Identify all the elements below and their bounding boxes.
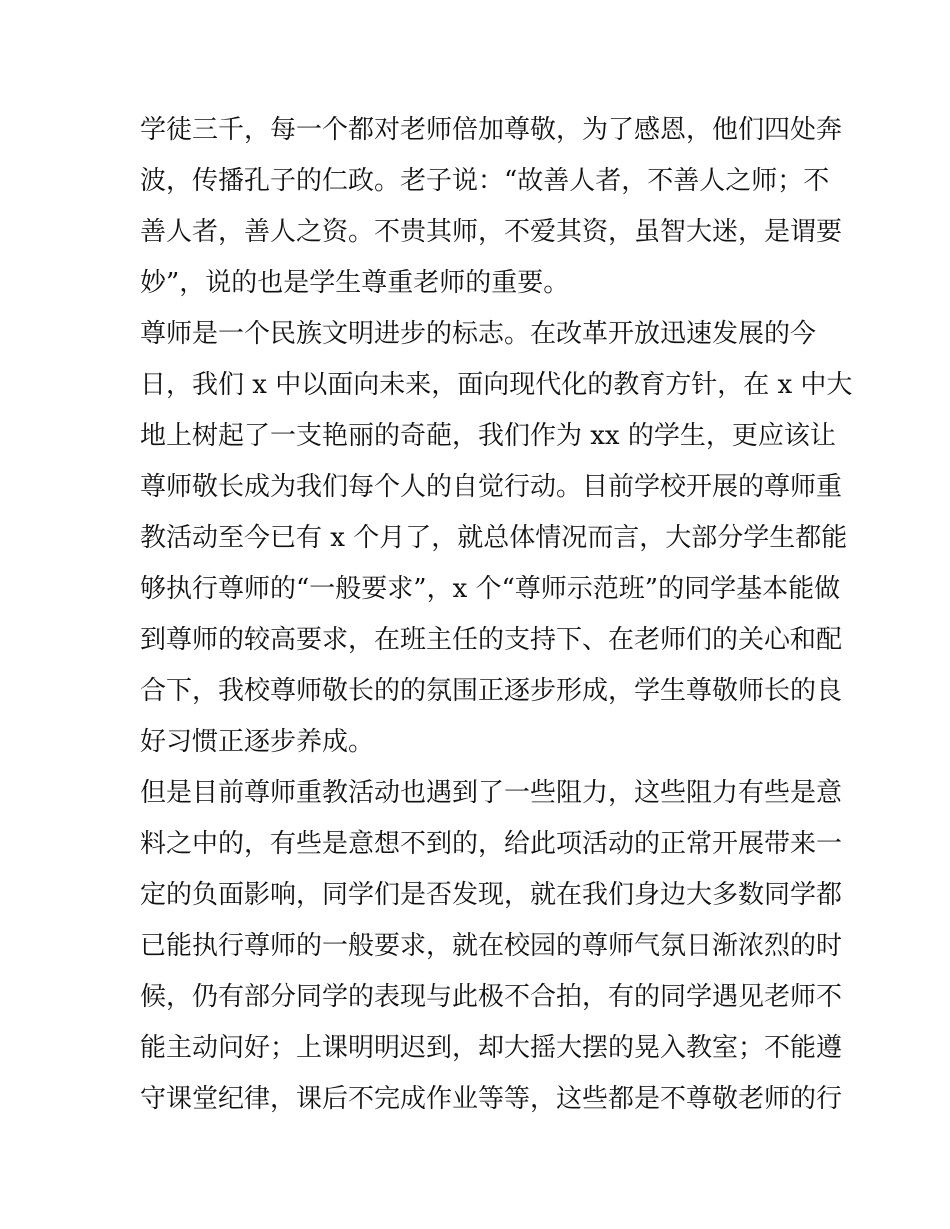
text-line: 候，仍有部分同学的表现与此极不合拍，有的同学遇见老师不 xyxy=(140,982,843,1012)
text-line: 妙”，说的也是学生尊重老师的重要。 xyxy=(140,268,570,298)
text-line: 合下，我校尊师敬长的的氛围正逐步形成，学生尊敬师长的良 xyxy=(140,676,843,706)
text-line: 守课堂纪律，课后不完成作业等等，这些都是不尊敬老师的行 xyxy=(140,1084,843,1114)
text-line: 能主动问好；上课明明迟到，却大摇大摆的晃入教室；不能遵 xyxy=(140,1033,843,1063)
body-text xyxy=(140,105,853,1125)
text-line: 已能执行尊师的一般要求，就在校园的尊师气氛日渐浓烈的时 xyxy=(140,931,843,961)
text-line: 波，传播孔子的仁政。老子说：“故善人者，不善人之师；不 xyxy=(140,166,830,196)
text-line: 善人者，善人之资。不贵其师，不爱其资，虽智大迷，是谓要 xyxy=(140,217,843,247)
text-line: 日，我们 x 中以面向未来，面向现代化的教育方针，在 x 中大 xyxy=(140,370,853,400)
text-line: 尊师是一个民族文明进步的标志。在改革开放迅速发展的今 xyxy=(140,319,817,349)
text-line: 教活动至今已有 x 个月了，就总体情况而言，大部分学生都能 xyxy=(140,523,848,553)
text-line: 但是目前尊师重教活动也遇到了一些阻力，这些阻力有些是意 xyxy=(140,778,843,808)
text-line: 定的负面影响，同学们是否发现，就在我们身边大多数同学都 xyxy=(140,880,843,910)
text-line: 够执行尊师的“一般要求”，x 个“尊师示范班”的同学基本能做 xyxy=(140,574,841,604)
text-line: 好习惯正逐步养成。 xyxy=(140,727,375,757)
text-line: 到尊师的较高要求，在班主任的支持下、在老师们的关心和配 xyxy=(140,625,843,655)
text-line: 地上树起了一支艳丽的奇葩，我们作为 xx 的学生，更应该让 xyxy=(140,421,836,451)
text-line: 学徒三千，每一个都对老师倍加尊敬，为了感恩，他们四处奔 xyxy=(140,115,843,145)
text-line: 料之中的，有些是意想不到的，给此项活动的正常开展带来一 xyxy=(140,829,843,859)
text-line: 尊师敬长成为我们每个人的自觉行动。目前学校开展的尊师重 xyxy=(140,472,843,502)
